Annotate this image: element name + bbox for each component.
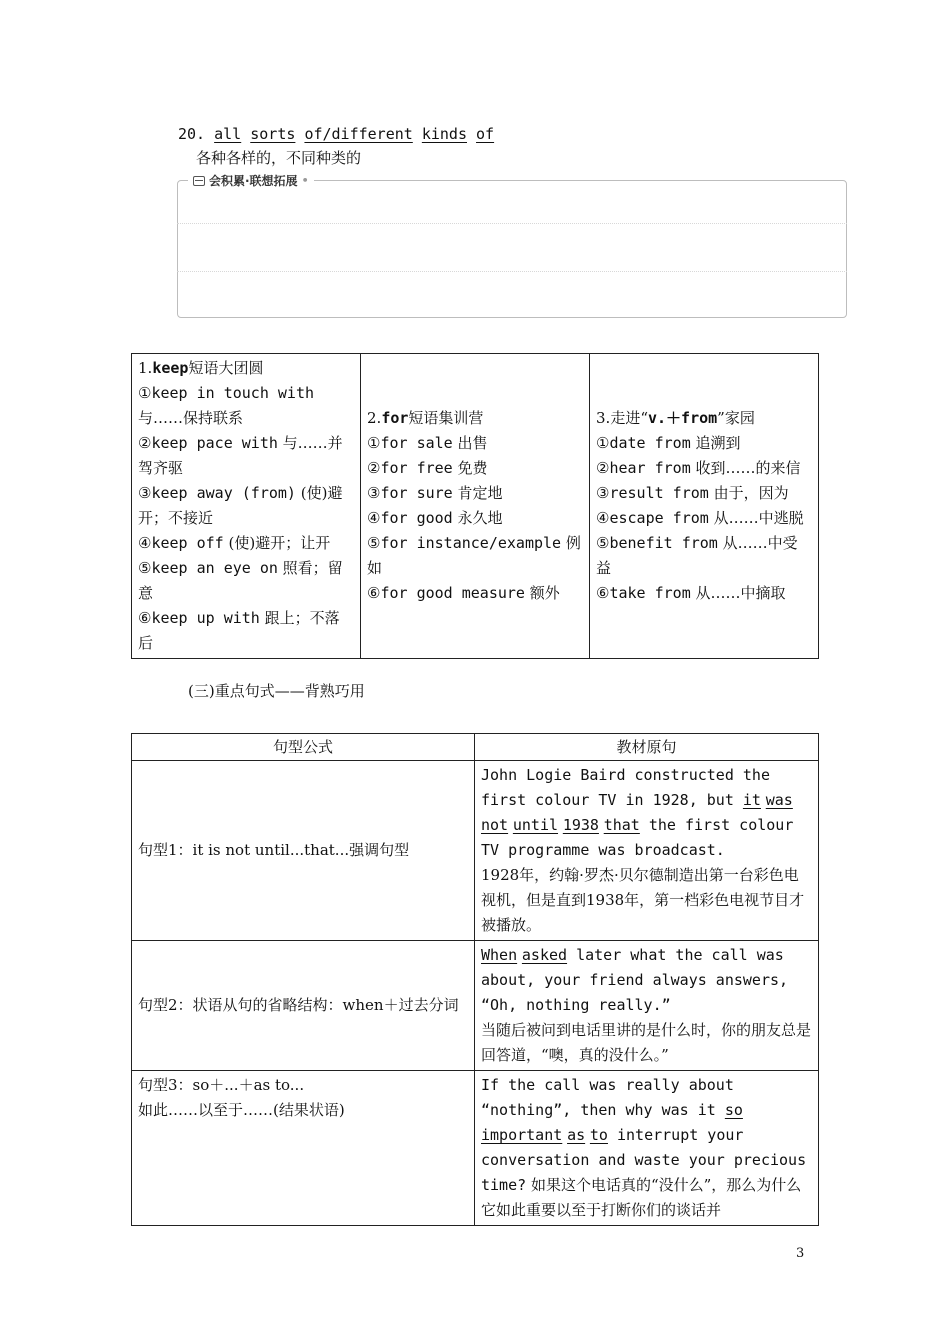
keep-phrases-cell: [132, 354, 361, 659]
phrase-item: ①for sale 出售: [367, 434, 488, 452]
header-original-sentence: 教材原句: [475, 734, 819, 761]
phrase-word: of: [476, 125, 495, 143]
phrase-item: ④keep off (使)避开；让开: [138, 534, 331, 552]
page-number: 3: [796, 1246, 805, 1261]
phrase-word: kinds: [421, 125, 467, 143]
sentence-cell: When asked later what the call was about, your friend always answers, “Oh, nothing really.” 当随后被问到电话里讲的是什么时，你的朋友总是回答道，“噢，真的没什么。”: [475, 941, 819, 1071]
section-heading: (三)重点句式——背熟巧用: [188, 682, 365, 700]
phrase-item: ①date from 追溯到: [596, 434, 741, 452]
accumulate-label: [188, 172, 314, 189]
phrase-item: ⑥take from 从……中摘取: [596, 584, 786, 602]
phrase-item: ②hear from 收到……的来信: [596, 459, 801, 477]
phrase-item: ③keep away (from) (使)避开；不接近: [138, 484, 343, 527]
phrase-item: ②for free 免费: [367, 459, 488, 477]
phrase-item: ⑥for good measure 额外: [367, 584, 560, 602]
accumulate-box: [177, 174, 847, 318]
item-20-phrase: [178, 124, 494, 144]
keep-title: 1.keep短语大团圆: [138, 359, 264, 377]
header-pattern: 句型公式: [132, 734, 475, 761]
phrase-item: ④escape from 从……中逃脱: [596, 509, 804, 527]
phrase-word: of/different: [304, 125, 413, 143]
phrase-item: ⑤for instance/example 例如: [367, 534, 581, 577]
pattern-cell: 句型3：so＋...＋as to... 如此……以至于……(结果状语): [132, 1071, 475, 1226]
from-title: 3.走进“v.＋from”家园: [596, 409, 755, 427]
for-phrases-cell: [361, 354, 590, 659]
phrase-item: ③for sure 肯定地: [367, 484, 503, 502]
phrase-item: ②keep pace with 与……并驾齐驱: [138, 434, 343, 477]
sentence-translation: 1928年，约翰·罗杰·贝尔德制造出第一台彩色电视机，但是直到1938年，第一档彩色电视节目才被播放。: [481, 866, 805, 934]
phrase-item: ④for good 永久地: [367, 509, 503, 527]
sentence-translation: 如果这个电话真的“没什么”，那么为什么它如此重要以至于打断你们的谈话并: [481, 1176, 802, 1219]
sentence-pattern-table: [131, 733, 819, 1226]
phrase-table: [131, 353, 819, 659]
pattern-cell: 句型2：状语从句的省略结构：when＋过去分词: [132, 941, 475, 1071]
item-number: 20.: [178, 125, 206, 143]
phrase-word: sorts: [250, 125, 296, 143]
item-20-meaning: 各种各样的，不同种类的: [196, 149, 362, 167]
sentence-cell: John Logie Baird constructed the first colour TV in 1928, but it was not until 1938 that the first colour TV programme was broadcast. 1928年，约翰·罗杰·贝尔德制造出第一台彩色电视机，但是直到1938年，第一档彩色电视节目才被播放。: [475, 761, 819, 941]
phrase-item: ③result from 由于，因为: [596, 484, 789, 502]
dot-icon: •: [301, 174, 309, 187]
accumulate-label-text: 会积累·联想拓展: [209, 174, 298, 188]
sentence-cell: If the call was really about “nothing”, then why was it so important as to interrupt your conversation and waste your precious time? 如果这个电话真的“没什么”，那么为什么它如此重要以至于打断你们的谈话并: [475, 1071, 819, 1226]
phrase-word: all: [214, 125, 242, 143]
divider: [177, 271, 847, 272]
divider: [177, 223, 847, 224]
phrase-item: ⑥keep up with 跟上；不落后: [138, 609, 340, 652]
phrase-item: ⑤benefit from 从……中受益: [596, 534, 798, 577]
for-title: 2.for短语集训营: [367, 409, 484, 427]
phrase-item: ⑤keep an eye on 照看；留意: [138, 559, 343, 602]
sentence-translation: 当随后被问到电话里讲的是什么时，你的朋友总是回答道，“噢，真的没什么。”: [481, 1021, 812, 1064]
pattern-cell: 句型1：it is not until...that...强调句型: [132, 761, 475, 941]
book-icon: [193, 176, 205, 186]
from-phrases-cell: [590, 354, 819, 659]
phrase-item: ①keep in touch with 与……保持联系: [138, 384, 315, 427]
